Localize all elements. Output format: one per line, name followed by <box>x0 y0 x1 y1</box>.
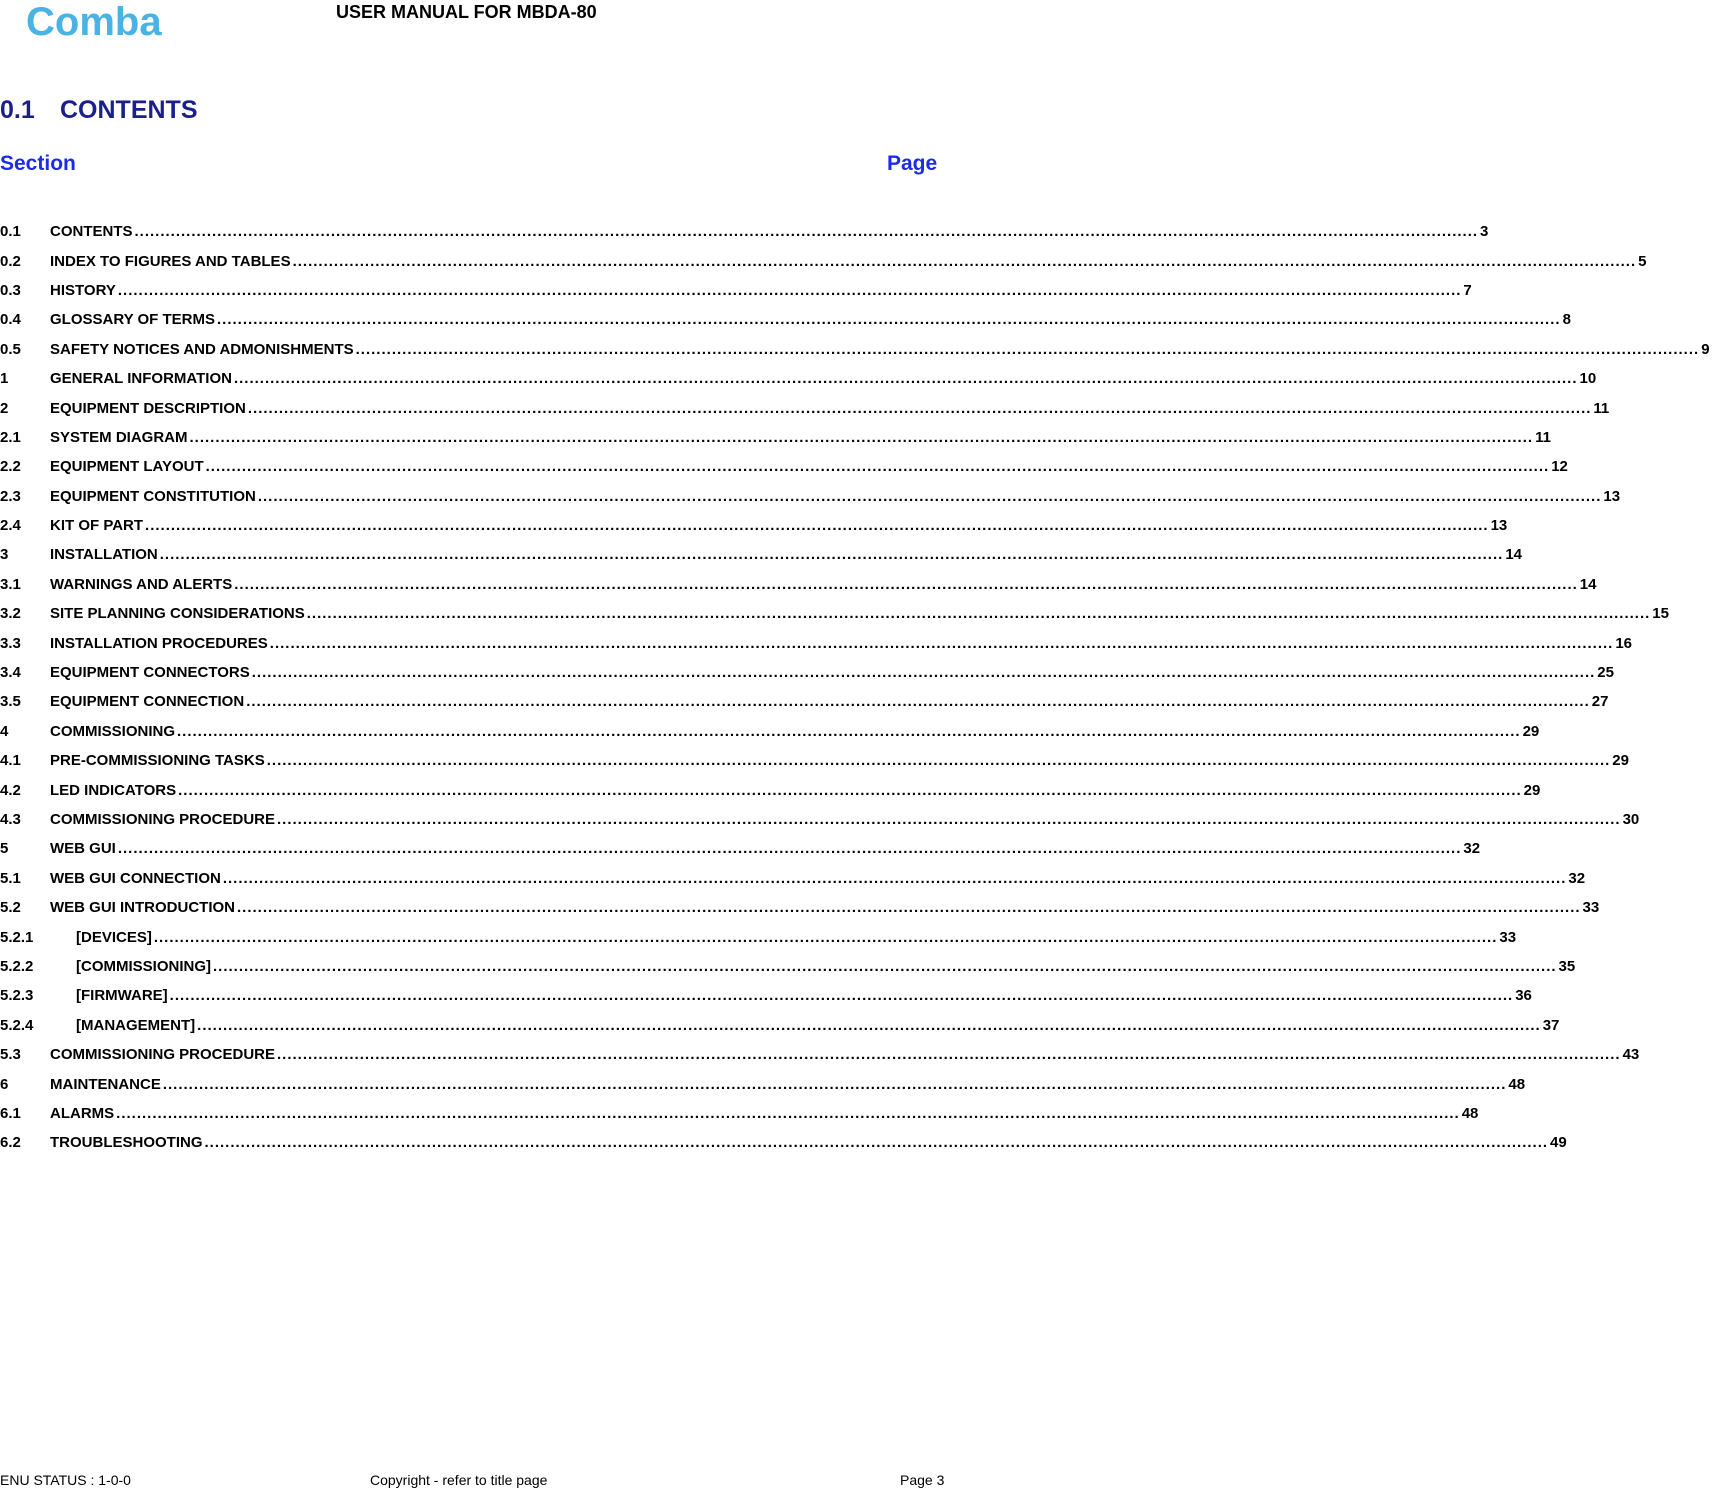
toc-entry[interactable] <box>0 1128 1567 1157</box>
toc-entry-page: 35 <box>1558 957 1576 975</box>
toc-entry-leader: .................................................................................................................................................................................................................................................................... <box>292 252 1637 270</box>
toc-entry-title: EQUIPMENT LAYOUT <box>50 458 204 476</box>
toc-entry[interactable] <box>0 511 1508 540</box>
toc-entry-leader: .................................................................................................................................................................................................................................................................... <box>233 370 1578 388</box>
toc-entry-number: 5.2.2 <box>0 957 34 975</box>
toc-entry-title: LED INDICATORS <box>50 781 177 799</box>
table-of-contents <box>0 217 1710 1158</box>
toc-entry-leader: .................................................................................................................................................................................................................................................................... <box>205 458 1550 476</box>
toc-entry-leader: .................................................................................................................................................................................................................................................................... <box>204 1134 1549 1152</box>
toc-entry-leader: .................................................................................................................................................................................................................................................................... <box>197 1016 1541 1034</box>
toc-entry[interactable] <box>0 981 1532 1010</box>
toc-entry-page: 49 <box>1550 1134 1567 1152</box>
section-column-header: Section <box>0 152 76 175</box>
toc-entry-number: 3.5 <box>0 693 21 711</box>
toc-entry-number: 6.1 <box>0 1104 21 1122</box>
document-title: USER MANUAL FOR MBDA-80 <box>336 2 597 22</box>
toc-entry-title: EQUIPMENT CONSTITUTION <box>50 487 256 505</box>
toc-entry-page: 5 <box>1638 252 1647 270</box>
toc-entry-leader: .................................................................................................................................................................................................................................................................... <box>159 546 1504 564</box>
toc-entry-leader: .................................................................................................................................................................................................................................................................... <box>117 281 1462 299</box>
toc-entry-leader: .................................................................................................................................................................................................................................................................... <box>251 664 1596 682</box>
toc-entry[interactable] <box>0 570 1597 599</box>
toc-entry-page: 7 <box>1463 281 1472 299</box>
logo-text: Comba <box>26 0 162 44</box>
toc-entry-number: 5.2.1 <box>0 928 34 946</box>
toc-entry[interactable] <box>0 775 1541 804</box>
toc-entry-page: 10 <box>1579 370 1597 388</box>
toc-entry[interactable] <box>0 246 1647 275</box>
toc-entry-leader: .................................................................................................................................................................................................................................................................... <box>117 840 1462 858</box>
toc-entry-leader: .................................................................................................................................................................................................................................................................... <box>162 1075 1507 1093</box>
toc-entry-page: 11 <box>1593 399 1610 417</box>
toc-entry-leader: .................................................................................................................................................................................................................................................................... <box>257 487 1602 505</box>
toc-entry-page: 8 <box>1562 311 1571 329</box>
toc-entry-number: 2.2 <box>0 458 21 476</box>
toc-entry[interactable] <box>0 893 1600 922</box>
toc-entry-title: EQUIPMENT DESCRIPTION <box>50 399 246 417</box>
toc-entry-page: 29 <box>1522 722 1540 740</box>
toc-entry-leader: .................................................................................................................................................................................................................................................................... <box>153 928 1498 946</box>
footer-copyright: Copyright - refer to title page <box>370 1472 548 1488</box>
footer-status: ENU STATUS : 1-0-0 <box>0 1472 131 1488</box>
toc-entry-number: 2.4 <box>0 517 21 535</box>
footer-page-number: Page 3 <box>900 1472 945 1488</box>
toc-entry-page: 15 <box>1652 605 1669 623</box>
toc-entry-number: 0.1 <box>0 223 21 241</box>
toc-entry-leader: .................................................................................................................................................................................................................................................................... <box>116 1104 1460 1122</box>
toc-entry-page: 32 <box>1463 840 1481 858</box>
toc-entry-leader: .................................................................................................................................................................................................................................................................... <box>134 223 1479 241</box>
toc-entry[interactable] <box>0 482 1621 511</box>
toc-entry-page: 30 <box>1622 811 1640 828</box>
toc-entry[interactable] <box>0 952 1576 981</box>
toc-entry[interactable] <box>0 834 1481 863</box>
toc-entry-number: 3.3 <box>0 634 21 652</box>
toc-entry-page: 33 <box>1499 928 1517 946</box>
contents-heading-number: 0.1 <box>0 96 35 124</box>
toc-entry-number: 6 <box>0 1075 9 1093</box>
toc-entry-number: 4 <box>0 722 9 740</box>
toc-entry-number: 5.2 <box>0 899 21 917</box>
toc-entry-title: [COMMISSIONING] <box>76 957 211 975</box>
toc-entry-leader: .................................................................................................................................................................................................................................................................... <box>222 869 1567 887</box>
toc-entry-title: PRE-COMMISSIONING TASKS <box>50 752 265 770</box>
toc-entry[interactable] <box>0 452 1568 481</box>
toc-entry-number: 0.4 <box>0 311 21 329</box>
toc-entry-number: 2.1 <box>0 428 21 446</box>
toc-entry-title: TROUBLESHOOTING <box>50 1134 203 1152</box>
toc-entry-leader: .................................................................................................................................................................................................................................................................... <box>246 693 1590 711</box>
toc-entry-page: 37 <box>1542 1016 1560 1034</box>
toc-entry-title: INDEX TO FIGURES AND TABLES <box>50 252 291 270</box>
toc-entry-title: EQUIPMENT CONNECTORS <box>50 664 250 682</box>
toc-entry-title: [FIRMWARE] <box>76 987 168 1005</box>
toc-entry-number: 0.5 <box>0 340 21 358</box>
toc-entry-title: GLOSSARY OF TERMS <box>50 311 216 329</box>
toc-entry-page: 32 <box>1568 869 1586 887</box>
toc-entry-page: 13 <box>1603 487 1621 505</box>
toc-entry-number: 2.3 <box>0 487 21 505</box>
toc-entry-page: 13 <box>1490 517 1508 535</box>
toc-entry[interactable] <box>0 1040 1640 1069</box>
toc-entry-title: HISTORY <box>50 281 116 299</box>
toc-entry-page: 48 <box>1461 1104 1479 1122</box>
toc-entry[interactable] <box>0 922 1517 951</box>
toc-entry[interactable] <box>0 393 1610 422</box>
toc-entry-title: WEB GUI <box>50 840 116 858</box>
toc-entry-leader: .................................................................................................................................................................................................................................................................... <box>213 957 1557 975</box>
toc-entry-leader: .................................................................................................................................................................................................................................................................... <box>269 634 1614 652</box>
toc-entry[interactable] <box>0 276 1472 305</box>
toc-entry-number: 6.2 <box>0 1134 21 1152</box>
toc-entry[interactable] <box>0 423 1551 452</box>
toc-entry-title: EQUIPMENT CONNECTION <box>50 693 245 711</box>
toc-entry-page: 36 <box>1515 987 1532 1005</box>
page-column-header: Page <box>887 152 938 175</box>
toc-entry-number: 3.4 <box>0 664 21 682</box>
toc-entry-title: KIT OF PART <box>50 517 144 535</box>
toc-entry-title: CONTENTS <box>50 223 133 241</box>
toc-entry-title: SITE PLANNING CONSIDERATIONS <box>50 605 305 623</box>
toc-entry[interactable] <box>0 335 1710 364</box>
toc-entry-page: 25 <box>1597 664 1614 682</box>
toc-entry-title: COMMISSIONING <box>50 722 176 740</box>
toc-entry[interactable] <box>0 540 1522 569</box>
toc-entry[interactable] <box>0 687 1609 716</box>
toc-entry[interactable] <box>0 1011 1560 1040</box>
toc-entry-leader: .................................................................................................................................................................................................................................................................... <box>177 722 1521 740</box>
toc-entry-page: 33 <box>1582 899 1600 917</box>
toc-entry[interactable] <box>0 599 1669 628</box>
toc-entry-number: 0.3 <box>0 281 21 299</box>
toc-entry-title: WARNINGS AND ALERTS <box>50 575 233 593</box>
toc-entry-title: ALARMS <box>50 1104 115 1122</box>
toc-entry-leader: .................................................................................................................................................................................................................................................................... <box>217 311 1561 329</box>
toc-entry[interactable] <box>0 658 1614 687</box>
toc-entry[interactable] <box>0 217 1489 246</box>
toc-entry-leader: .................................................................................................................................................................................................................................................................... <box>178 781 1522 799</box>
toc-entry-page: 29 <box>1523 781 1541 799</box>
toc-entry-leader: .................................................................................................................................................................................................................................................................... <box>189 428 1534 446</box>
toc-entry-number: 1 <box>0 370 9 388</box>
toc-entry[interactable] <box>0 717 1540 746</box>
toc-entry-title: INSTALLATION PROCEDURES <box>50 634 268 652</box>
toc-entry-title: INSTALLATION <box>50 546 158 564</box>
toc-entry-number: 5 <box>0 840 9 858</box>
toc-entry-leader: .................................................................................................................................................................................................................................................................... <box>247 399 1592 417</box>
toc-entry-number: 5.3 <box>0 1046 21 1064</box>
toc-entry-number: 3 <box>0 546 9 564</box>
toc-entry[interactable] <box>0 1069 1526 1098</box>
toc-entry-title: SYSTEM DIAGRAM <box>50 428 188 446</box>
toc-entry-title: GENERAL INFORMATION <box>50 370 232 388</box>
toc-entry[interactable] <box>0 364 1597 393</box>
toc-entry-number: 4.1 <box>0 752 21 770</box>
toc-entry[interactable] <box>0 805 1640 834</box>
toc-entry-leader: .................................................................................................................................................................................................................................................................... <box>355 340 1700 358</box>
toc-entry-number: 3.1 <box>0 575 21 593</box>
toc-entry-leader: .................................................................................................................................................................................................................................................................... <box>234 575 1578 593</box>
toc-entry-number: 5.2.3 <box>0 987 34 1005</box>
toc-entry[interactable] <box>0 628 1633 657</box>
toc-entry-page: 12 <box>1551 458 1568 476</box>
toc-entry-number: 4.2 <box>0 781 21 799</box>
toc-entry-leader: .................................................................................................................................................................................................................................................................... <box>169 987 1514 1005</box>
toc-entry-number: 5.1 <box>0 869 21 887</box>
toc-entry-page: 14 <box>1505 546 1522 564</box>
toc-entry-title: [MANAGEMENT] <box>76 1016 196 1034</box>
toc-entry-title: WEB GUI CONNECTION <box>50 869 221 887</box>
toc-entry-page: 29 <box>1612 752 1629 770</box>
toc-entry-page: 43 <box>1622 1046 1640 1064</box>
toc-entry-page: 14 <box>1579 575 1597 593</box>
toc-entry-leader: .................................................................................................................................................................................................................................................................... <box>306 605 1651 623</box>
toc-entry[interactable] <box>0 1099 1479 1128</box>
toc-entry-number: 0.2 <box>0 252 21 270</box>
toc-entry-number: 4.3 <box>0 811 21 828</box>
toc-entry-leader: .................................................................................................................................................................................................................................................................... <box>277 811 1621 828</box>
contents-heading <box>0 96 198 125</box>
toc-entry-leader: .................................................................................................................................................................................................................................................................... <box>237 899 1581 917</box>
toc-entry-title: MAINTENANCE <box>50 1075 161 1093</box>
toc-entry-title: COMMISSIONING PROCEDURE <box>50 1046 276 1064</box>
contents-heading-title: CONTENTS <box>60 96 198 124</box>
toc-entry-number: 5.2.4 <box>0 1016 34 1034</box>
toc-entry[interactable] <box>0 746 1629 775</box>
toc-entry-leader: .................................................................................................................................................................................................................................................................... <box>145 517 1489 535</box>
comba-logo <box>26 2 216 42</box>
toc-entry-title: SAFETY NOTICES AND ADMONISHMENTS <box>50 340 354 358</box>
toc-entry[interactable] <box>0 305 1571 334</box>
toc-entry-page: 11 <box>1535 428 1551 446</box>
toc-entry-leader: .................................................................................................................................................................................................................................................................... <box>266 752 1611 770</box>
toc-entry-page: 16 <box>1615 634 1633 652</box>
toc-entry-number: 2 <box>0 399 9 417</box>
toc-entry-number: 3.2 <box>0 605 21 623</box>
toc-entry[interactable] <box>0 864 1586 893</box>
toc-entry-title: WEB GUI INTRODUCTION <box>50 899 235 917</box>
toc-entry-page: 3 <box>1480 223 1489 241</box>
toc-entry-page: 48 <box>1508 1075 1526 1093</box>
toc-entry-page: 9 <box>1701 340 1710 358</box>
toc-entry-title: [DEVICES] <box>76 928 152 946</box>
toc-entry-title: COMMISSIONING PROCEDURE <box>50 811 276 828</box>
toc-entry-page: 27 <box>1591 693 1609 711</box>
toc-entry-leader: .................................................................................................................................................................................................................................................................... <box>277 1046 1621 1064</box>
